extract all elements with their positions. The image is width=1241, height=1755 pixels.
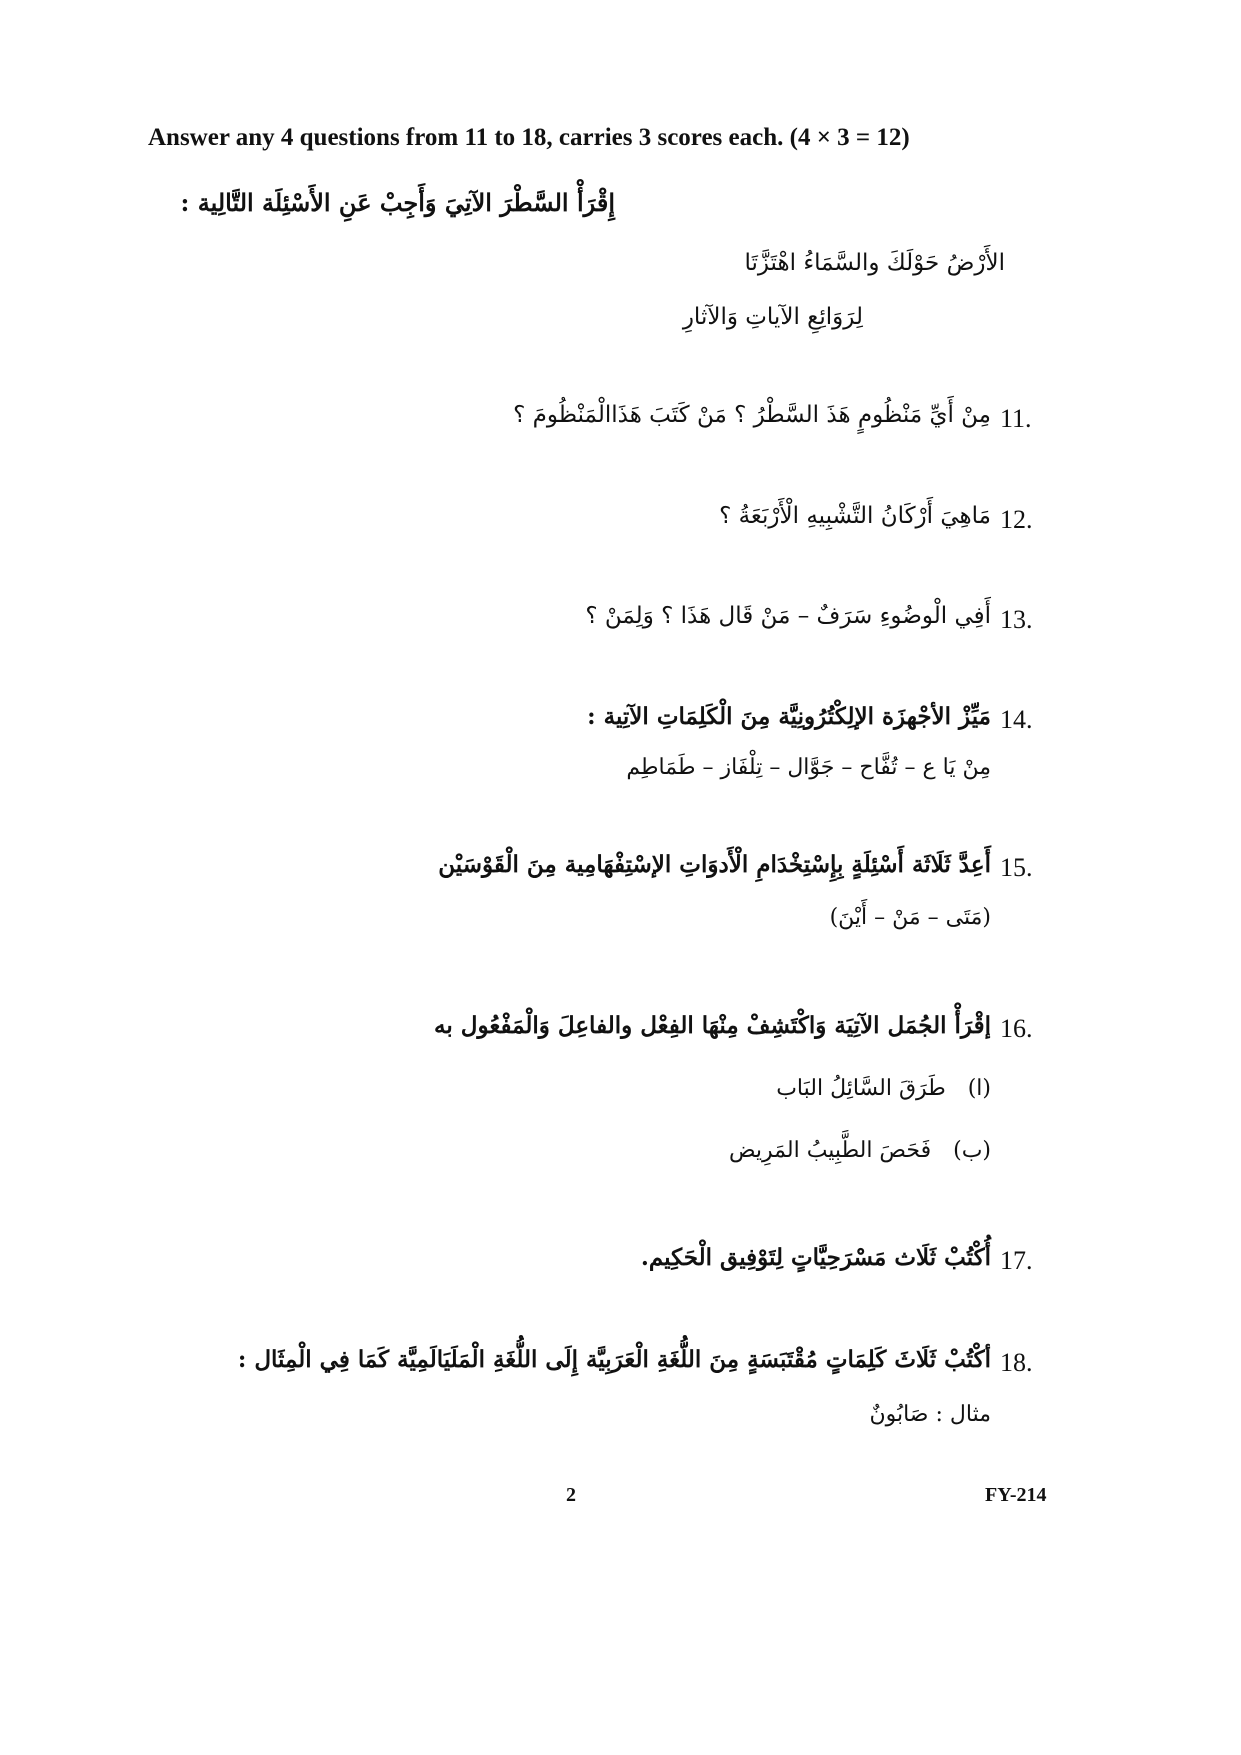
question-number-18: 18. [1000, 1348, 1033, 1377]
question-text-11: مِنْ أَيِّ مَنْظُومٍ هَذَ السَّطْرُ ؟ مَنْ كَتَبَ هَذَاالْمَنْظُومَ ؟ [513, 402, 991, 428]
question-14-word-list: مِنْ يَا ع – تُفَّاح – جَوَّال – تِلْفَاز – طَمَاطِم [626, 755, 991, 780]
passage-heading: إِقْرَأْ السَّطْرَ الآتِيَ وَأَجِبْ عَنِ الأَسْئِلَة التَّالِية : [180, 188, 615, 217]
question-text-16: إقْرَأْ الجُمَل الآتِيَة وَاكْتَشِفْ مِنْهَا الفِعْل والفاعِلَ وَالْمَفْعُول به [434, 1012, 991, 1039]
question-text-18: أكْتُبْ ثَلَاثَ كَلِمَاتٍ مُقْتَبَسَةٍ مِنَ اللُّغَةِ الْعَرَبِيَّة إِلَى اللُّغَةِ الْمَلَيَالَمِيَّة كَمَا فِي الْمِثَال : [237, 1346, 991, 1373]
question-number-15: 15. [1000, 853, 1033, 882]
paper-code: FY-214 [985, 1484, 1047, 1506]
passage-line-1: الأَرْضُ حَوْلَكَ والسَّمَاءُ اهْتَزَّتَا [744, 250, 1005, 276]
question-text-17: أُكْتُبْ ثَلَاث مَسْرَحِيَّاتٍ لِتَوْفِيق الْحَكِيم. [640, 1244, 991, 1271]
question-text-13: أَفِي الْوضُوءِ سَرَفٌ – مَنْ قَال هَذَا ؟ وَلِمَنْ ؟ [585, 603, 991, 629]
item-a-mark: (ا) [967, 1076, 991, 1101]
question-text-12: مَاهِيَ أَرْكَانُ التَّشْبِيهِ الْأَرْبَعَةُ ؟ [719, 503, 991, 529]
item-b-mark: (ب) [953, 1138, 991, 1163]
passage-line-2: لِرَوَائِعِ الآياتِ وَالآثارِ [682, 304, 863, 330]
section-instruction: Answer any 4 questions from 11 to 18, carries 3 scores each. (4 × 3 = 12) [148, 124, 910, 151]
question-number-13: 13. [1000, 605, 1033, 634]
page-number: 2 [566, 1484, 576, 1506]
question-number-16: 16. [1000, 1014, 1033, 1043]
item-a-text: طَرَقَ السَّائِلُ البَاب [776, 1076, 946, 1101]
question-number-14: 14. [1000, 705, 1033, 734]
question-15-tools: (مَتَى – مَنْ – أَيْنَ) [829, 905, 991, 930]
question-text-14: مَيِّزْ الأجْهزَة الإلِكْتُرُونِيَّة مِنَ الْكَلِمَاتِ الآتِية : [587, 703, 991, 730]
question-number-12: 12. [1000, 505, 1033, 534]
question-number-17: 17. [1000, 1246, 1033, 1275]
question-16-item-a [776, 1076, 991, 1101]
item-b-text: فَحَصَ الطَّبِيبُ المَرِيض [728, 1138, 932, 1163]
question-number-11: 11. [1000, 404, 1032, 433]
question-text-15: أَعِدَّ ثَلَاثَة أَسْئِلَةٍ بِإِسْتِخْدَامِ الْأَدوَاتِ الإسْتِفْهَامِية مِنَ الْقَوْسَيْن [438, 851, 991, 878]
question-18-example: مثال : صَابُونٌ [869, 1402, 991, 1427]
question-16-item-b [729, 1138, 991, 1163]
